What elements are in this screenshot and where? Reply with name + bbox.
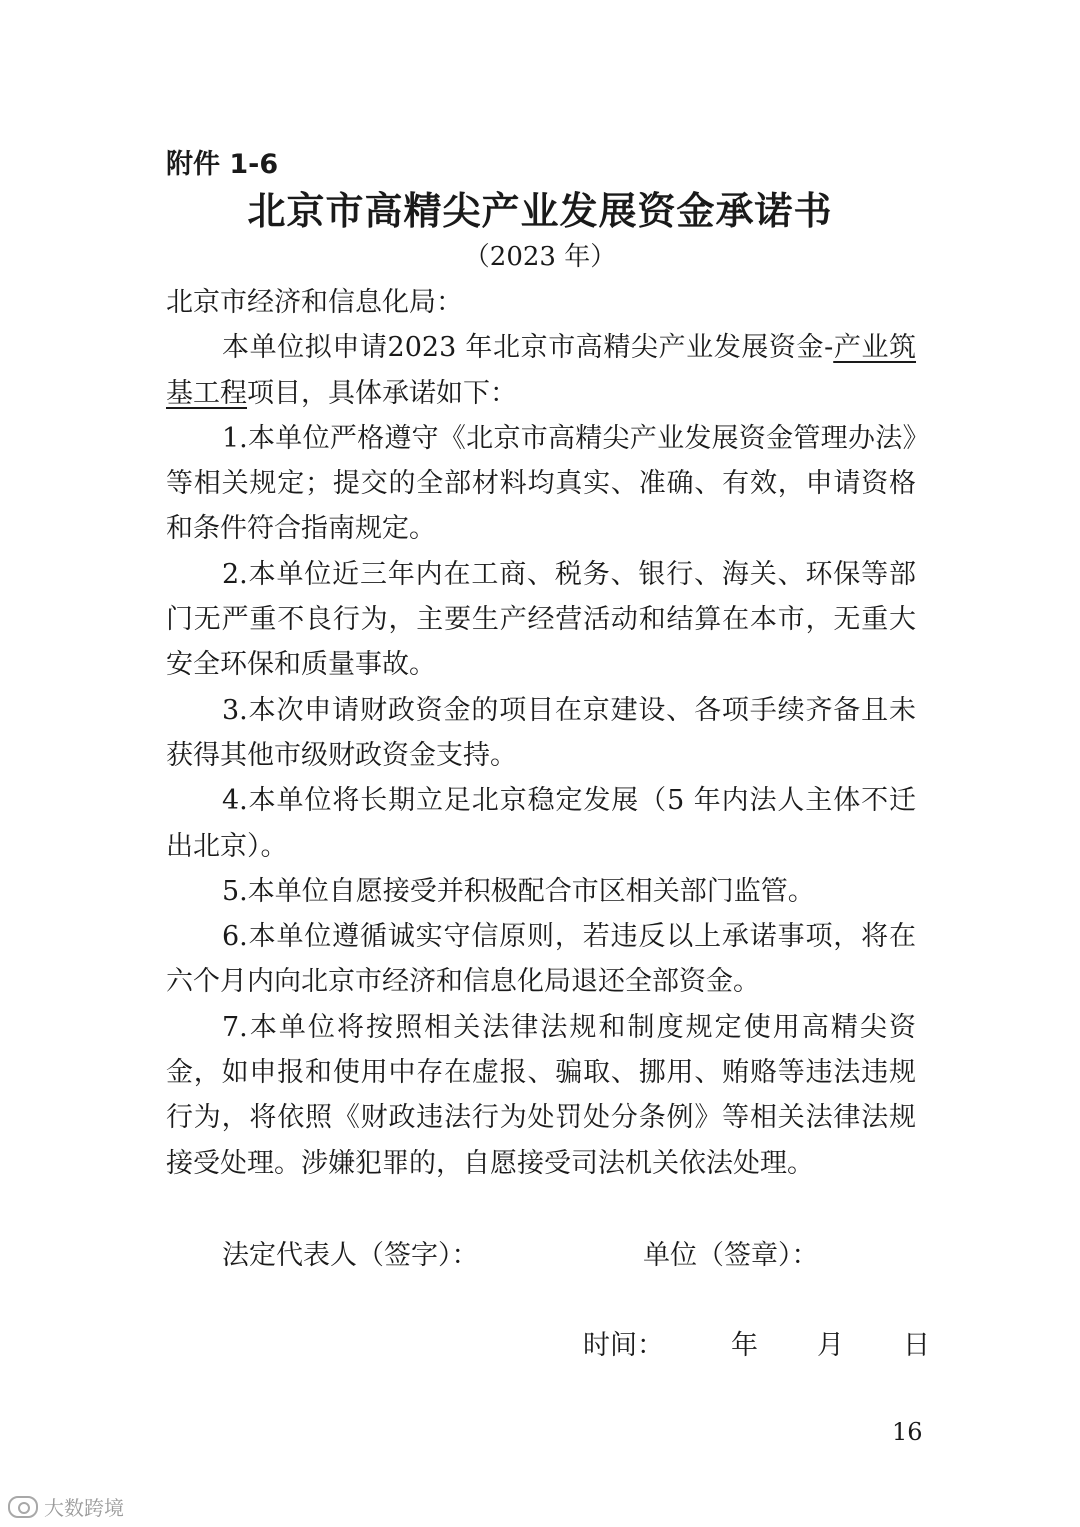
commitment-7: 7.本单位将按照相关法律法规和制度规定使用高精尖资金，如申报和使用中存在虚报、骗取、挪用、贿赂等违法违规行为，将依照《财政违法行为处罚处分条例》等相关法律法规接受处理。涉嫌犯罪的，自愿接受司法机关依法处理。 (166, 1011, 916, 1179)
commitment-5: 5.本单位自愿接受并积极配合市区相关部门监管。 (222, 875, 815, 907)
watermark-text: 大数跨境 (44, 1496, 124, 1520)
month-char: 月 (817, 1330, 844, 1361)
logo-icon (8, 1496, 38, 1518)
document-body (166, 280, 916, 1186)
watermark (8, 1492, 124, 1521)
year-label: （2023 年） (463, 242, 617, 272)
commitment-1: 1.本单位严格遵守《北京市高精尖产业发展资金管理办法》等相关规定；提交的全部材料均真实、准确、有效，申请资格和条件符合指南规定。 (166, 422, 916, 545)
page-number: 16 (892, 1418, 923, 1446)
date-line (583, 1323, 930, 1362)
intro-text-end: 项目，具体承诺如下： (247, 377, 517, 409)
legal-rep-signature-label: 法定代表人（签字）： (222, 1240, 479, 1271)
day-char: 日 (903, 1330, 930, 1361)
year-char: 年 (731, 1330, 758, 1361)
project-name: 产业筑基工程 (166, 332, 917, 409)
intro-paragraph (166, 325, 916, 416)
commitment-4: 4.本单位将长期立足北京稳定发展（5 年内法人主体不迁出北京）。 (166, 785, 916, 862)
commitment-3: 3.本次申请财政资金的项目在京建设、各项手续齐备且未获得其他市级财政资金支持。 (166, 694, 916, 771)
commitment-2: 2.本单位近三年内在工商、税务、银行、海关、环保等部门无严重不良行为，主要生产经营活动和结算在本市，无重大安全环保和质量事故。 (166, 558, 916, 681)
document-title: 北京市高精尖产业发展资金承诺书 (247, 189, 833, 233)
commitment-6: 6.本单位遵循诚实守信原则，若违反以上承诺事项，将在六个月内向北京市经济和信息化局退还全部资金。 (166, 921, 916, 998)
intro-text: 本单位拟申请2023 年北京市高精尖产业发展资金- (222, 332, 834, 364)
addressee: 北京市经济和信息化局： (166, 287, 463, 318)
unit-seal-label: 单位（签章）： (643, 1240, 819, 1271)
annex-label: 附件 1-6 (166, 149, 279, 180)
time-label: 时间： (583, 1330, 664, 1361)
